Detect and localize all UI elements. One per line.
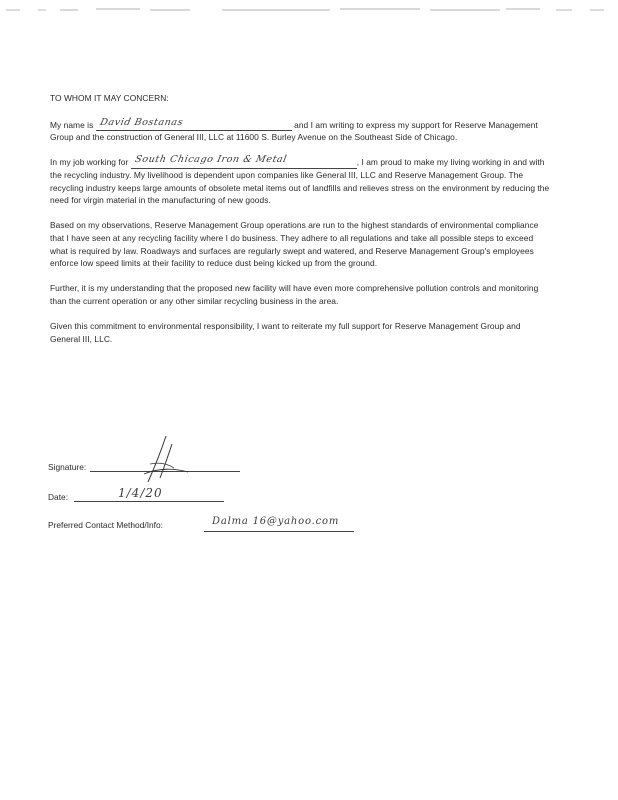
paragraph-name: [50, 116, 550, 144]
handwritten-contact: Dalma 16@yahoo.com: [212, 516, 340, 527]
name-fill-line: [96, 116, 292, 131]
handwritten-date: 1/4/20: [118, 486, 163, 500]
salutation: TO WHOM IT MAY CONCERN:: [50, 93, 169, 103]
name-intro-text: My name is: [50, 119, 94, 130]
date-value-wrap: [118, 486, 163, 500]
date-line: [74, 500, 224, 502]
employer-fill-line: [131, 154, 357, 169]
employer-intro-text: In my job working for: [50, 157, 129, 168]
signature-label: Signature:: [48, 462, 87, 472]
paragraph-new-facility: Further, it is my understanding that the proposed new facility will have even more comprehensive pollution controls and monitoring than the current operation or any other similar recycling business in the area.: [50, 283, 539, 306]
name-continuation-text: and I am writing to express my support for Reserve Management Group and the construction of General III, LLC at 11600 S. Burley Avenue on the Southeast Side of Chicago.: [50, 119, 538, 143]
date-label: Date:: [48, 492, 69, 502]
letter-body: [50, 92, 550, 358]
scan-noise-strip: [0, 6, 618, 14]
paragraph-observations: Based on my observations, Reserve Management Group operations are run to the highest standards of environmental compliance that I have seen at any recycling facility where I do business. They adhere to all regulations and take all possible steps to exceed what is required by law. Roadways and surfaces are regularly swept and watered, and Reserve Management Group's employees enforce low speed limits at their facility to reduce dust being kicked up from the ground.: [50, 220, 539, 269]
handwritten-employer: South Chicago Iron & Metal: [133, 154, 288, 166]
paragraph-employer: [50, 156, 550, 206]
handwritten-signature: [138, 434, 218, 486]
contact-row: [48, 520, 163, 530]
contact-label: Preferred Contact Method/Info:: [48, 520, 163, 530]
handwritten-name: David Bostanas: [98, 116, 184, 128]
paragraph-support: Given this commitment to environmental responsibility, I want to reiterate my full support for Reserve Management Group and General III, LLC.: [50, 321, 521, 344]
contact-value-wrap: [212, 516, 339, 527]
date-row: [48, 492, 68, 502]
employer-continuation-text: , I am proud to make my living working in and with the recycling industry. My livelihood is dependent upon companies like General III, LLC and Reserve Management Group. The recycling industry keeps large amounts of obsolete metal items out of landfills and relieves stress on the environment by reducing the need for virgin material in the manufacturing of new goods.: [50, 157, 550, 206]
contact-line: [204, 530, 354, 532]
signature-row: [48, 462, 86, 472]
